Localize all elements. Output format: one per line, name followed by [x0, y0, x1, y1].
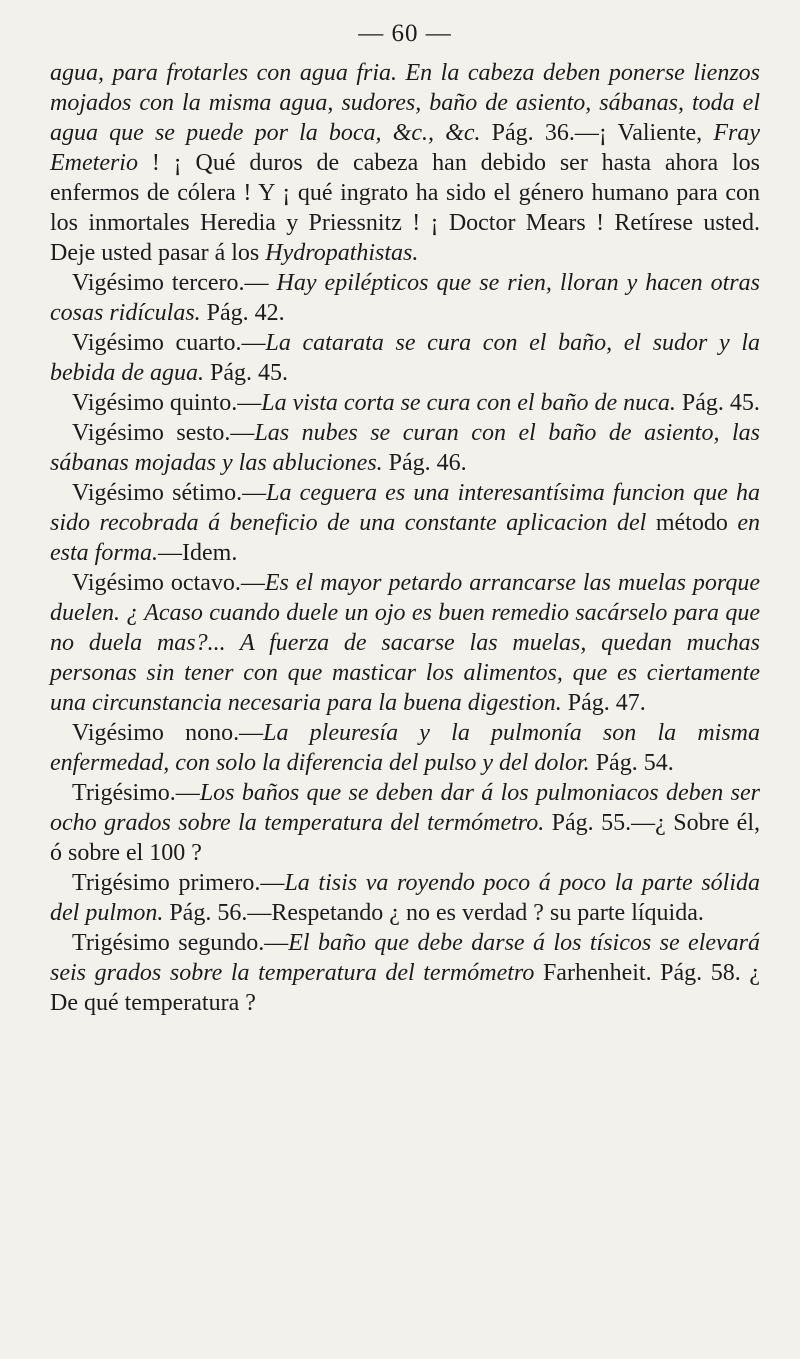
text-run: Trigésimo primero.— — [72, 870, 285, 896]
text-run: método — [646, 510, 738, 536]
paragraph — [50, 388, 760, 418]
italic-text-run: La pleuresía y la pulmonía son la misma enfermedad, con solo la diferencia del pulso y del dolor. — [50, 720, 760, 776]
paragraph — [50, 478, 760, 568]
paragraph — [50, 58, 760, 268]
paragraph — [50, 718, 760, 778]
text-run: Vigésimo sesto.— — [72, 420, 255, 446]
italic-text-run: La tisis va royendo poco á poco la parte sólida del pulmon. — [50, 870, 761, 926]
italic-text-run: La ceguera es una interesantísima funcion que ha sido recobrada á beneficio de una constante aplicacion del — [50, 480, 760, 536]
text-run: Vigésimo sétimo.— — [72, 480, 267, 506]
italic-text-run: La catarata se cura con el baño, el sudor y la bebida de agua. — [50, 330, 761, 386]
text-run: —Idem. — [158, 540, 238, 566]
text-run: Pág. 46. — [382, 450, 467, 476]
italic-text-run: El baño que debe darse á los tísicos se elevará seis grados sobre la temperatura del termómetro — [50, 930, 761, 986]
text-run: Farhenheit. Pág. 58. ¿ De qué temperatura ? — [50, 960, 760, 1016]
italic-text-run: Las nubes se curan con el baño de asiento, las sábanas mojadas y las abluciones. — [50, 420, 760, 476]
paragraph — [50, 568, 760, 718]
text-run: Vigésimo octavo.— — [72, 570, 265, 596]
italic-text-run: Fray Emeterio — [50, 120, 760, 176]
text-run: Pág. 54. — [589, 750, 674, 776]
text-run: Vigésimo cuarto.— — [72, 330, 266, 356]
italic-text-run: Los baños que se deben dar á los pulmoniacos deben ser ocho grados sobre la temperatura del termómetro. — [50, 780, 760, 836]
italic-text-run: Hay epilépticos que se rien, lloran y hacen otras cosas ridículas. — [50, 270, 760, 326]
text-run: Pág. 36.—¡ Valiente, — [480, 120, 714, 146]
text-run: Pág. 56.—Respetando ¿ no es verdad ? su parte líquida. — [163, 900, 704, 926]
italic-text-run: Hydropathistas. — [265, 240, 419, 266]
italic-text-run: en esta forma. — [50, 510, 760, 566]
paragraph — [50, 928, 760, 1018]
text-run: Pág. 45. — [675, 390, 760, 416]
text-run: Trigésimo.— — [72, 780, 200, 806]
page-number-header: — 60 — — [358, 20, 452, 47]
body-text — [50, 58, 760, 1018]
paragraph — [50, 268, 760, 328]
paragraph — [50, 778, 760, 868]
italic-text-run: Es el mayor petardo arrancarse las muelas porque duelen. ¿ Acaso cuando duele un ojo es buen remedio sacárselo para que no duela mas?... A fuerza de sacarse las muelas, quedan muchas personas sin tener con que masticar los alimentos, que es ciertamente una circunstancia necesaria para la buena digestion. — [50, 570, 760, 716]
paragraph — [50, 418, 760, 478]
paragraph — [50, 868, 760, 928]
italic-text-run: La vista corta se cura con el baño de nuca. — [261, 390, 676, 416]
text-run: Vigésimo quinto.— — [72, 390, 262, 416]
italic-text-run: agua, para frotarles con agua fria. En la cabeza deben ponerse lienzos mojados con la misma agua, sudores, baño de asiento, sábanas, toda el agua que se puede por la boca, &c., &c. — [50, 60, 760, 146]
text-run: Pág. 55.—¿ Sobre él, ó sobre el 100 ? — [50, 810, 760, 866]
text-run: Pág. 45. — [203, 360, 288, 386]
text-run: Pág. 47. — [561, 690, 646, 716]
text-run: Pág. 42. — [200, 300, 285, 326]
text-run: Trigésimo segundo.— — [72, 930, 289, 956]
text-run: ! ¡ Qué duros de cabeza han debido ser hasta ahora los enfermos de cólera ! Y ¡ qué ingrato ha sido el género humano para con los inmortales Heredia y Priessnitz ! ¡ Doctor Mears ! Retírese usted. Deje usted pasar á los — [50, 150, 760, 266]
text-run: Vigésimo nono.— — [72, 720, 264, 746]
paragraph — [50, 328, 760, 388]
text-run: Vigésimo tercero.— — [72, 270, 277, 296]
